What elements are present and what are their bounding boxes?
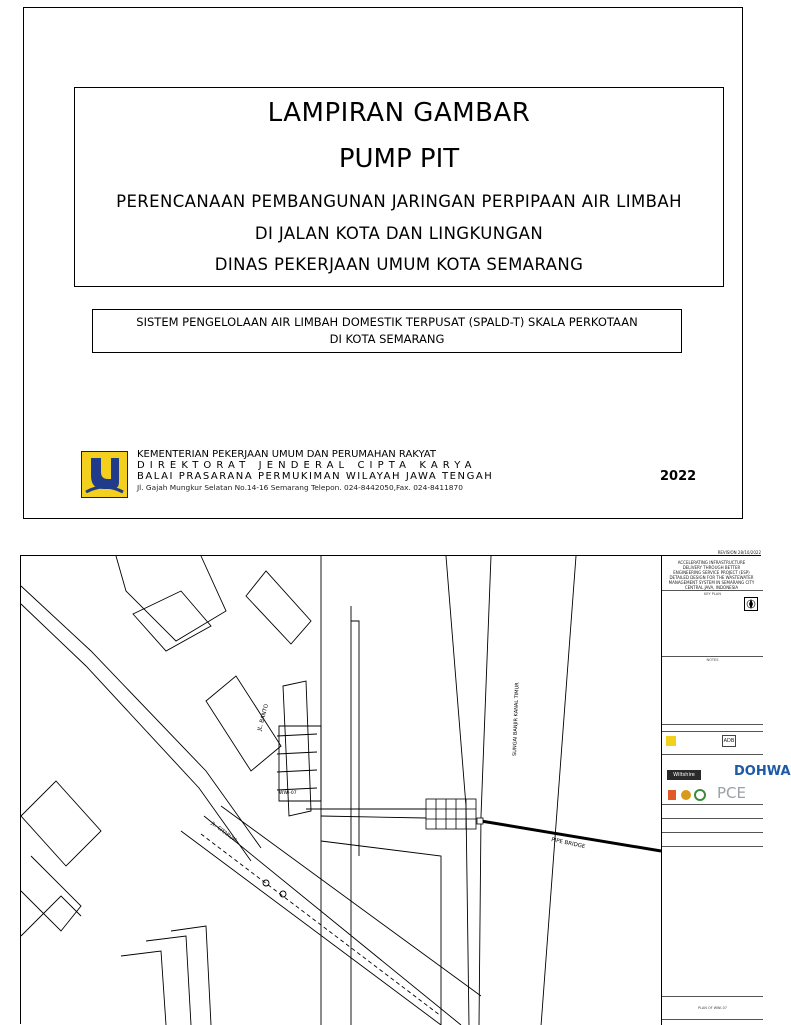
divider [662,846,763,847]
building-outline-6 [21,856,81,931]
divider [662,996,763,997]
ministry-logo-icon [81,451,128,498]
pump-pit-grid [426,799,476,829]
divider [662,754,763,755]
notes-label: NOTES [706,658,719,662]
north-arrow-icon [744,597,758,611]
consultant-icons [667,788,713,802]
site-plan-drawing [21,556,661,1025]
title-line-2: PUMP PIT [338,144,460,174]
cover-page [23,7,743,519]
system-line-1: SISTEM PENGELOLAAN AIR LIMBAH DOMESTIK TERPUSAT (SPALD-T) SKALA PERKOTAAN [136,315,638,329]
project-info [664,560,759,590]
project-line-3: ENGINEERING SERVICE PROJECT (ESP) [673,570,750,575]
consultant-pce: PCE [717,784,746,802]
building-outline-3 [206,676,281,771]
citarum-channel [181,806,481,1025]
subtitle-line-2: DI JALAN KOTA DAN LINGKUNGAN [254,224,544,243]
road-line-3 [446,556,469,1025]
divider [662,818,763,819]
subtitle-line-1: PERENCANAAN PEMBANGUNAN JARINGAN PERPIPAAN AIR LIMBAH [116,192,682,211]
consultant-wiltshire: Wiltshire [667,770,701,780]
project-line-2: DELIVERY THROUGH BETTER [682,565,741,570]
jl-banto-ticks [277,734,317,790]
organization-block [137,449,493,493]
key-plan-label: KEY PLAN [704,592,721,596]
title-line-1: LAMPIRAN GAMBAR [267,98,531,128]
system-line-2: DI KOTA SEMARANG [329,332,445,346]
building-outline-2 [133,591,211,651]
org-balai: BALAI PRASARANA PERMUKIMAN WILAYAH JAWA TENGAH [137,471,494,482]
drawing-title: PLAN OF WWI-07 [698,1006,727,1010]
title-block [661,550,791,1025]
divider [662,1019,763,1020]
label-wwi: WWI-07 [279,791,297,796]
subtitle-line-3: DINAS PEKERJAAN UMUM KOTA SEMARANG [214,255,584,274]
org-address: Jl. Gajah Mungkur Selatan No.14-16 Semarang Telepon. 024-8442050,Fax. 024-8411870 [137,483,463,492]
drawing-sheet [20,550,791,1024]
project-line-5: MANAGEMENT SYSTEM IN SEMARANG CITY [668,580,755,585]
project-line-1: ACCELERATING INFRASTRUCTURE [677,560,746,565]
pipe-connection [306,809,426,818]
label-pipe-bridge: PIPE BRIDGE [550,837,586,851]
divider [662,804,763,805]
road-line-4 [479,556,491,1025]
revision-label: REVISION 28/10/2022 [717,550,761,555]
system-box [92,309,682,353]
org-ministry: KEMENTERIAN PEKERJAAN UMUM DAN PERUMAHAN RAKYAT [137,449,436,460]
river-bank-right [541,556,576,1025]
divider [662,731,763,732]
label-sungai: SUNGAI BANJIR KANAL TIMUR [512,682,521,757]
divider [662,656,763,657]
building-outline-4 [246,571,311,644]
adb-logo: ADB [722,735,736,747]
divider [662,590,763,591]
title-box [74,87,724,287]
label-citarum: JL. CITARUM [209,820,238,844]
project-line-6: CENTRAL JAVA, INDONESIA [684,585,739,590]
org-directorate: DIREKTORAT JENDERAL CIPTA KARYA [137,460,477,471]
building-outline-5 [21,781,101,866]
ministry-small-logo-icon [666,736,676,746]
project-line-4: DETAILED DESIGN FOR THE WASTEWATER [669,575,754,580]
lower-buildings [121,926,211,1025]
year-label: 2022 [660,469,697,484]
building-outline-1 [116,556,226,641]
divider [662,832,763,833]
label-jl-banto: JL. BANTO [257,703,271,732]
divider [662,724,763,725]
consultant-dohwa: DOHWA [734,764,791,779]
